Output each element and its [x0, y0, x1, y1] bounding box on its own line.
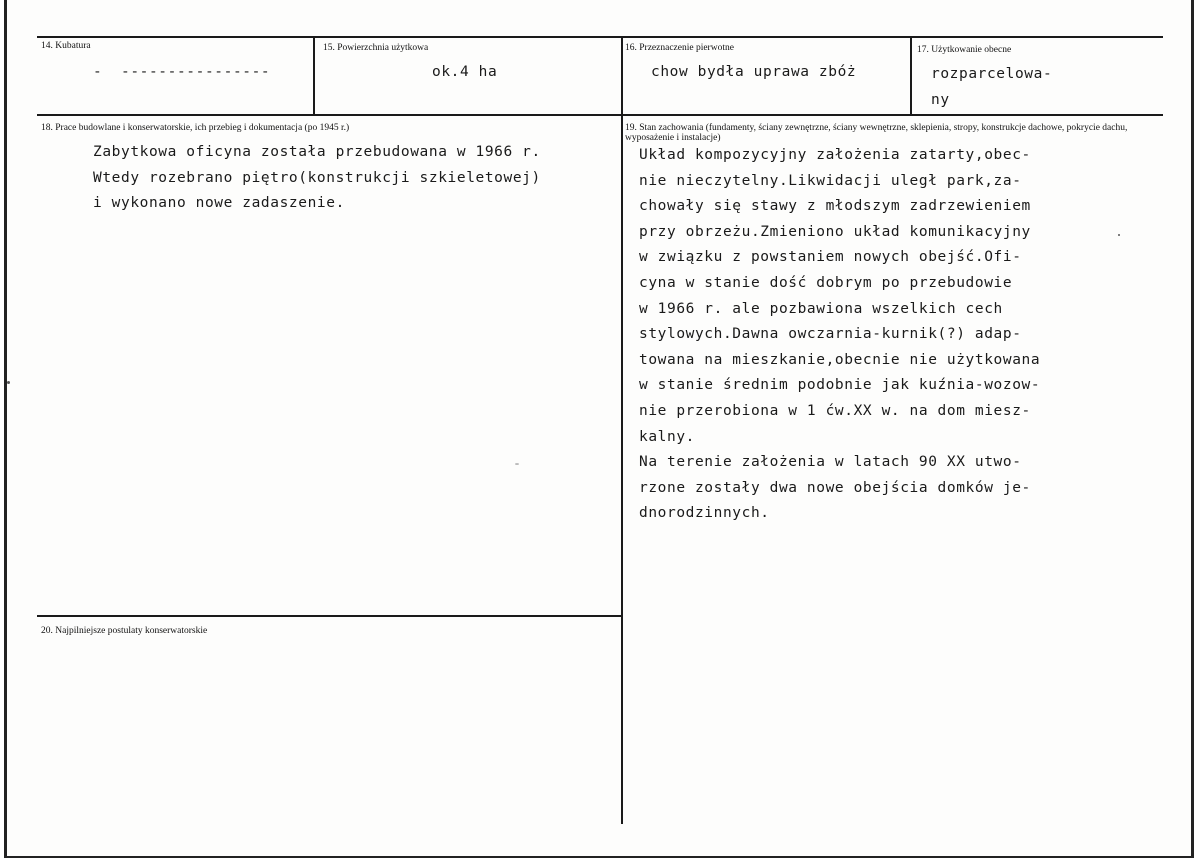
field-19-line: nie przerobiona w 1 ćw.XX w. na dom miesz-: [639, 402, 1031, 419]
field-17-label: 17. Użytkowanie obecne: [917, 45, 1012, 55]
field-18-line: Wtedy rozebrano piętro(konstrukcji szkieletowej): [93, 169, 541, 186]
field-20-label: 20. Najpilniejsze postulaty konserwatorskie: [41, 626, 208, 636]
field-17-value: [931, 62, 1052, 113]
field-18-line: i wykonano nowe zadaszenie.: [93, 195, 345, 212]
divider-14-15: [313, 36, 315, 116]
field-16-value: chow bydła uprawa zbóż: [651, 64, 857, 80]
top-rule: [37, 36, 1163, 38]
field-14-value: - ----------------: [93, 64, 271, 80]
field-19-line: w związku z powstaniem nowych obejść.Ofi-: [639, 249, 1022, 266]
row2-bottom-rule: [37, 615, 623, 617]
field-18-line: Zabytkowa oficyna została przebudowana w 1966 r.: [93, 144, 541, 160]
field-19-line: w stanie średnim podobnie jak kuźnia-wozow-: [639, 377, 1041, 394]
field-19-line: przy obrzeżu.Zmieniono układ komunikacyjny: [639, 223, 1031, 240]
field-19-line: Na terenie założenia w latach 90 XX utwo-: [639, 454, 1022, 471]
scan-speck: [515, 463, 519, 465]
field-19-line: stylowych.Dawna owczarnia-kurnik(?) adap-: [639, 326, 1022, 343]
field-17-line: rozparcelowa-: [931, 66, 1053, 82]
field-18-label: 18. Prace budowlane i konserwatorskie, ich przebieg i dokumentacja (po 1945 r.): [41, 123, 350, 133]
field-19-line: Układ kompozycyjny założenia zatarty,obec-: [639, 147, 1031, 163]
scan-speck: [1118, 234, 1120, 236]
field-19-line: chowały się stawy z młodszym zadrzewieniem: [639, 198, 1031, 215]
field-17-line: ny: [931, 91, 950, 108]
field-19-label: 19. Stan zachowania (fundamenty, ściany zewnętrzne, ściany wewnętrzne, sklepienia, stropy, konstrukcje dachowe, pokrycie dachu, wyposażenie i instalacje): [625, 123, 1128, 143]
field-14-label: 14. Kubatura: [41, 41, 91, 51]
inventory-card: [4, 0, 1194, 858]
field-19-line: cyna w stanie dość dobrym po przebudowie: [639, 274, 1013, 291]
field-19-line: kalny.: [639, 428, 695, 445]
row1-bottom-rule: [37, 114, 1163, 116]
field-15-label: 15. Powierzchnia użytkowa: [323, 43, 429, 53]
divider-16-17: [910, 36, 912, 116]
field-19-line: towana na mieszkanie,obecnie nie użytkowana: [639, 351, 1041, 368]
field-19-line: rzone zostały dwa nowe obejścia domków je-: [639, 479, 1031, 496]
field-15-value: ok.4 ha: [432, 64, 498, 80]
field-19-line: w 1966 r. ale pozbawiona wszelkich cech: [639, 300, 1003, 317]
field-19-line: nie nieczytelny.Likwidacji uległ park,za-: [639, 172, 1022, 189]
divider-15-16: [621, 36, 623, 824]
field-19-line: dnorodzinnych.: [639, 505, 770, 522]
field-18-text: [93, 140, 541, 217]
field-19-text: [639, 143, 1040, 527]
field-16-label: 16. Przeznaczenie pierwotne: [625, 43, 734, 53]
scan-speck: [7, 381, 10, 384]
